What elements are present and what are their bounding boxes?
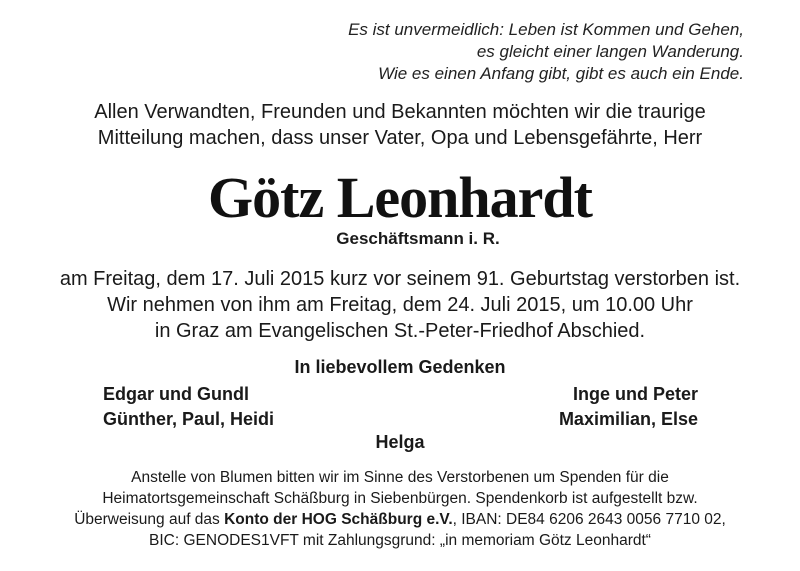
- mourner-name: Edgar und Gundl: [103, 384, 249, 404]
- mourner-name: Maximilian, Else: [558, 409, 698, 429]
- poem-line: Wie es einen Anfang gibt, gibt es auch ein Ende.: [378, 64, 744, 83]
- footer-text: , IBAN: DE84 6206 2643 0056 7710 02,: [452, 511, 726, 528]
- announcement-line: am Freitag, dem 17. Juli 2015 kurz vor seinem 91. Geburtstag verstorben ist.: [59, 268, 741, 290]
- poem: [200, 19, 744, 85]
- mourners-right: [559, 382, 698, 432]
- deceased-name: Götz Leonhardt: [208, 165, 592, 230]
- mourner-name: Günther, Paul, Heidi: [103, 409, 275, 429]
- footer-line: Heimatortsgemeinschaft Schäßburg in Siebenbürgen. Spendenkorb ist aufgestellt bzw.: [102, 490, 698, 507]
- mourner-name-center: Helga: [375, 432, 425, 452]
- poem-line: Es ist unvermeidlich: Leben ist Kommen und Gehen,: [348, 20, 744, 39]
- mourners-heading: In liebevollem Gedenken: [294, 357, 506, 377]
- poem-line: es gleicht einer langen Wanderung.: [476, 42, 744, 61]
- footer-text: Überweisung auf das: [74, 511, 225, 528]
- announcement-line: Wir nehmen von ihm am Freitag, dem 24. Juli 2015, um 10.00 Uhr: [107, 294, 693, 316]
- intro-line: Allen Verwandten, Freunden und Bekannten möchten wir die traurige: [94, 101, 706, 123]
- footer-line: [0, 510, 800, 530]
- mourners-left: [103, 382, 274, 432]
- account-name: Konto der HOG Schäßburg e.V.: [224, 511, 453, 528]
- footer-line: Anstelle von Blumen bitten wir im Sinne des Verstorbenen um Spenden für die: [131, 469, 669, 486]
- deceased-title: Geschäftsmann i. R.: [336, 229, 500, 248]
- intro-line: Mitteilung machen, dass unser Vater, Opa und Lebensgefährte, Herr: [97, 127, 703, 149]
- announcement-line: in Graz am Evangelischen St.-Peter-Friedhof Abschied.: [154, 320, 646, 342]
- footer-line: BIC: GENODES1VFT mit Zahlungsgrund: „in memoriam Götz Leonhardt“: [149, 532, 651, 549]
- mourner-name: Inge und Peter: [572, 384, 698, 404]
